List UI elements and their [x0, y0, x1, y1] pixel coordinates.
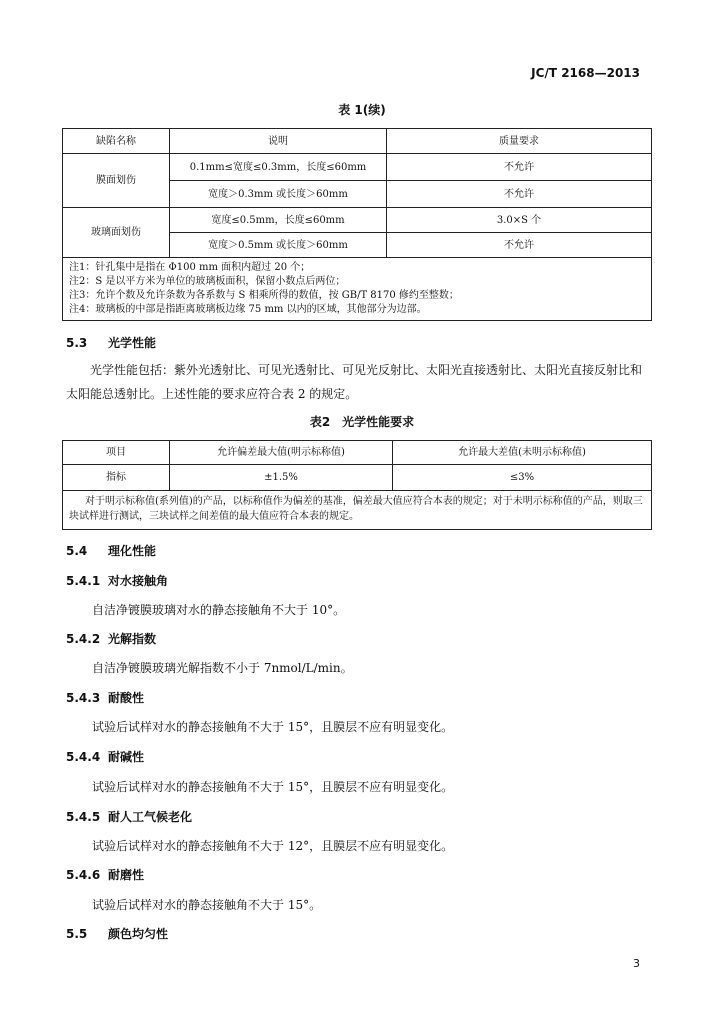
section-title: 颜色均匀性 — [108, 927, 169, 941]
section-text: 试验后试样对水的静态接触角不大于 12°，且膜层不应有明显变化。 — [92, 839, 454, 853]
section-number: 5.4.3 — [66, 691, 101, 705]
table-row — [63, 465, 652, 491]
section-number: 5.4.2 — [66, 632, 101, 646]
column-header: 项目 — [63, 441, 170, 465]
table-row — [63, 154, 652, 181]
table-note: 注4：玻璃板的中部是指距离玻璃板边缘 75 mm 以内的区域，其他部分为边部。 — [69, 304, 427, 315]
defect-name: 膜面划伤 — [63, 154, 170, 208]
section-title: 耐人工气候老化 — [108, 810, 193, 824]
section-number: 5.4.6 — [66, 868, 101, 882]
section-text: 试验后试样对水的静态接触角不大于 15°。 — [92, 898, 322, 912]
column-header: 允许偏差最大值(明示标称值) — [170, 441, 393, 465]
section-title: 理化性能 — [108, 544, 157, 558]
table-notes — [63, 258, 652, 321]
section-number: 5.5 — [66, 927, 88, 941]
table-cell: ≤3% — [393, 465, 652, 491]
table2-caption: 表2 光学性能要求 — [309, 415, 415, 429]
section-title: 光解指数 — [108, 632, 157, 646]
section-number: 5.4.4 — [66, 750, 101, 764]
section-text: 试验后试样对水的静态接触角不大于 15°，且膜层不应有明显变化。 — [92, 720, 454, 734]
section-text: 试验后试样对水的静态接触角不大于 15°，且膜层不应有明显变化。 — [92, 780, 454, 794]
column-header: 允许最大差值(未明示标称值) — [393, 441, 652, 465]
section-title: 光学性能 — [108, 336, 157, 350]
section-text: 自洁净镀膜玻璃对水的静态接触角不大于 10°。 — [92, 603, 346, 617]
section-title: 耐磨性 — [108, 868, 145, 882]
table1-caption: 表 1(续) — [338, 103, 386, 117]
table-row — [63, 208, 652, 233]
section-heading — [66, 866, 144, 883]
section-heading — [66, 689, 144, 706]
table-note: 注3：允许个数及允许条数为各系数与 S 相乘所得的数值，按 GB/T 8170 修约至整数； — [69, 290, 459, 301]
defect-description: 0.1mm≤宽度≤0.3mm，长度≤60mm — [170, 154, 387, 181]
defect-name: 玻璃面划伤 — [63, 208, 170, 258]
section-text: 自洁净镀膜玻璃光解指数不小于 7nmol/L/min。 — [92, 661, 353, 675]
quality-requirement: 不允许 — [387, 181, 652, 208]
optical-requirements-table — [62, 440, 652, 530]
table-header-row — [63, 441, 652, 465]
defects-table — [62, 128, 652, 321]
section-title: 耐碱性 — [108, 750, 145, 764]
table-notes-row — [63, 491, 652, 530]
section-heading — [66, 334, 156, 351]
quality-requirement: 不允许 — [387, 233, 652, 258]
quality-requirement: 不允许 — [387, 154, 652, 181]
column-header: 缺陷名称 — [63, 129, 170, 154]
section-heading — [66, 925, 168, 942]
table-note: 对于明示标称值(系列值)的产品，以标称值作为偏差的基准，偏差最大值应符合本表的规定；对于未明示标称值的产品，则取三块试样进行测试，三块试样之间差值的最大值应符合本表的规定。 — [63, 491, 652, 530]
section-title: 对水接触角 — [108, 574, 169, 588]
section-heading — [66, 808, 192, 825]
section-heading — [66, 630, 156, 647]
section-number: 5.4.5 — [66, 810, 101, 824]
table-note: 注1：针孔集中是指在 Φ100 mm 面积内超过 20 个； — [69, 262, 311, 273]
section-number: 5.3 — [66, 336, 88, 350]
section-title: 耐酸性 — [108, 691, 145, 705]
column-header: 说明 — [170, 129, 387, 154]
column-header: 质量要求 — [387, 129, 652, 154]
section-heading — [66, 572, 168, 589]
section-number: 5.4.1 — [66, 574, 101, 588]
table-header-row — [63, 129, 652, 154]
page-number: 3 — [633, 957, 640, 970]
standard-code: JC/T 2168—2013 — [531, 66, 640, 80]
table-note: 注2：S 是以平方米为单位的玻璃板面积，保留小数点后两位； — [69, 276, 346, 287]
table-cell: 指标 — [63, 465, 170, 491]
table-cell: ±1.5% — [170, 465, 393, 491]
section-heading — [66, 748, 144, 765]
section-text: 光学性能包括：紫外光透射比、可见光透射比、可见光反射比、太阳光直接透射比、太阳光直接反射比和太阳能总透射比。上述性能的要求应符合表 2 的规定。 — [66, 363, 643, 401]
defect-description: 宽度≤0.5mm，长度≤60mm — [170, 208, 387, 233]
defect-description: 宽度＞0.3mm 或长度＞60mm — [170, 181, 387, 208]
defect-description: 宽度＞0.5mm 或长度＞60mm — [170, 233, 387, 258]
quality-requirement: 3.0×S 个 — [387, 208, 652, 233]
table-notes-row — [63, 258, 652, 321]
section-heading — [66, 542, 156, 559]
section-number: 5.4 — [66, 544, 88, 558]
